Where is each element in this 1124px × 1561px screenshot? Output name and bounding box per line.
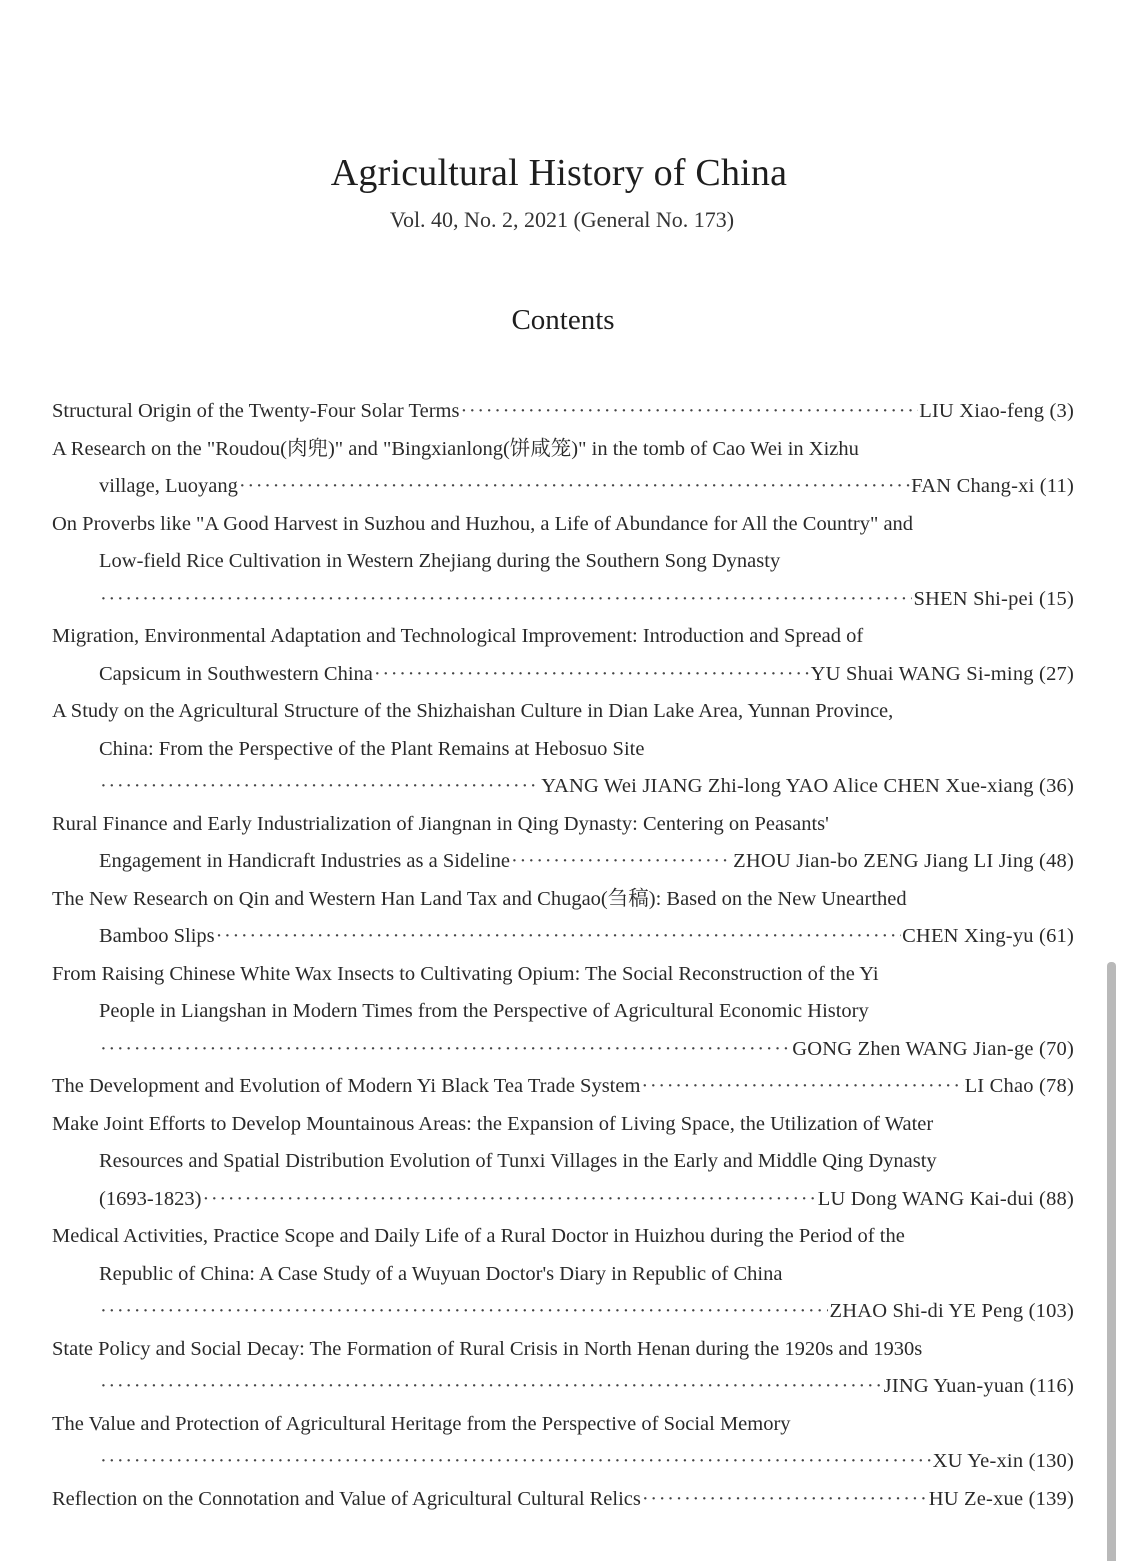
- dot-leader: [100, 1443, 932, 1481]
- toc-line: [52, 1218, 1074, 1256]
- toc-line: [52, 1068, 1074, 1106]
- toc-line: [52, 843, 1074, 881]
- issue-info: Vol. 40, No. 2, 2021 (General No. 173): [389, 207, 735, 232]
- toc-entry-title: The New Research on Qin and Western Han Land Tax and Chugao(刍稿): Based on the New Unearthed: [52, 887, 907, 910]
- toc-line: [52, 543, 1074, 581]
- toc-entry-author-page: FAN Chang-xi (11): [911, 475, 1074, 497]
- toc-line: [52, 1106, 1074, 1144]
- toc-entry-title: Capsicum in Southwestern China: [99, 662, 373, 685]
- scrollbar[interactable]: [1107, 962, 1116, 1561]
- table-of-contents: [52, 393, 1074, 1518]
- toc-line: [52, 431, 1074, 469]
- dot-leader: [460, 393, 918, 431]
- toc-line: [52, 881, 1074, 919]
- toc-entry-title: village, Luoyang: [99, 475, 238, 497]
- dot-leader: [511, 843, 732, 881]
- toc-entry-title: Structural Origin of the Twenty-Four Solar Terms: [52, 400, 460, 422]
- toc-line: [52, 1481, 1074, 1519]
- dot-leader: [100, 1368, 883, 1406]
- toc-line: [52, 393, 1074, 431]
- toc-entry-title: On Proverbs like "A Good Harvest in Suzhou and Huzhou, a Life of Abundance for All the Country" and: [52, 512, 914, 535]
- toc-line: [52, 1406, 1074, 1444]
- toc-entry-author-page: YU Shuai WANG Si-ming (27): [810, 662, 1074, 685]
- toc-entry-title: Republic of China: A Case Study of a Wuyuan Doctor's Diary in Republic of China: [99, 1262, 783, 1285]
- dot-leader: [239, 468, 910, 506]
- toc-entry-author-page: HU Ze-xue (139): [928, 1487, 1074, 1510]
- toc-line: [52, 1181, 1074, 1219]
- toc-line: [52, 1331, 1074, 1369]
- toc-entry-title: Rural Finance and Early Industrialization of Jiangnan in Qing Dynasty: Centering on Peasants': [52, 812, 829, 835]
- toc-entry-title: Resources and Spatial Distribution Evolution of Tunxi Villages in the Early and Middle Qing Dynasty: [99, 1150, 937, 1172]
- toc-entry-author-page: LI Chao (78): [964, 1075, 1074, 1097]
- toc-line: [52, 956, 1074, 994]
- dot-leader: [100, 1293, 828, 1331]
- journal-title: Agricultural History of China: [330, 152, 788, 194]
- toc-line: [52, 1443, 1074, 1481]
- toc-entry-author-page: ZHOU Jian-bo ZENG Jiang LI Jing (48): [733, 850, 1074, 872]
- dot-leader: [216, 918, 901, 956]
- toc-entry-author-page: CHEN Xing-yu (61): [902, 925, 1074, 947]
- toc-entry-author-page: ZHAO Shi-di YE Peng (103): [829, 1300, 1074, 1322]
- toc-entry-author-page: LU Dong WANG Kai-dui (88): [817, 1187, 1074, 1210]
- toc-line: [52, 506, 1074, 544]
- contents-heading: Contents: [511, 304, 615, 336]
- toc-line: [52, 1256, 1074, 1294]
- toc-entry-title: Medical Activities, Practice Scope and Daily Life of a Rural Doctor in Huizhou during the Period of the: [52, 1225, 905, 1247]
- toc-entry-title: Low-field Rice Cultivation in Western Zhejiang during the Southern Song Dynasty: [99, 550, 781, 572]
- dot-leader: [100, 768, 540, 806]
- toc-line: [52, 806, 1074, 844]
- toc-entry-title: Make Joint Efforts to Develop Mountainous Areas: the Expansion of Living Space, the Utilization of Water: [52, 1112, 934, 1135]
- toc-entry-author-page: GONG Zhen WANG Jian-ge (70): [792, 1037, 1074, 1060]
- toc-line: [52, 618, 1074, 656]
- dot-leader: [642, 1481, 928, 1519]
- toc-entry-author-page: SHEN Shi-pei (15): [913, 587, 1074, 610]
- toc-line: [52, 731, 1074, 769]
- toc-entry-title: Reflection on the Connotation and Value of Agricultural Cultural Relics: [52, 1487, 641, 1510]
- dot-leader: [100, 1031, 791, 1069]
- toc-entry-author-page: JING Yuan-yuan (116): [883, 1375, 1074, 1397]
- toc-entry-title: State Policy and Social Decay: The Formation of Rural Crisis in North Henan during the 1920s and 1930s: [52, 1337, 923, 1360]
- toc-line: [52, 918, 1074, 956]
- toc-entry-title: Bamboo Slips: [99, 925, 215, 947]
- toc-entry-title: The Value and Protection of Agricultural Heritage from the Perspective of Social Memory: [52, 1412, 791, 1435]
- toc-entry-title: People in Liangshan in Modern Times from the Perspective of Agricultural Economic History: [99, 1000, 869, 1022]
- toc-entry-title: Engagement in Handicraft Industries as a Sideline: [99, 850, 511, 872]
- toc-line: [52, 1031, 1074, 1069]
- dot-leader: [202, 1181, 816, 1219]
- dot-leader: [100, 581, 912, 619]
- toc-line: [52, 768, 1074, 806]
- dot-leader: [374, 656, 810, 694]
- toc-entry-title: (1693-1823): [99, 1187, 202, 1210]
- toc-line: [52, 656, 1074, 694]
- toc-line: [52, 1143, 1074, 1181]
- toc-line: [52, 1293, 1074, 1331]
- toc-entry-title: A Research on the "Roudou(肉兜)" and "Bingxianlong(饼咸笼)" in the tomb of Cao Wei in Xizhu: [52, 437, 859, 460]
- toc-line: [52, 468, 1074, 506]
- toc-line: [52, 993, 1074, 1031]
- toc-entry-title: Migration, Environmental Adaptation and Technological Improvement: Introduction and Spread of: [52, 625, 864, 647]
- toc-entry-author-page: LIU Xiao-feng (3): [919, 400, 1074, 422]
- toc-entry-author-page: XU Ye-xin (130): [932, 1450, 1074, 1472]
- toc-line: [52, 581, 1074, 619]
- toc-entry-title: A Study on the Agricultural Structure of the Shizhaishan Culture in Dian Lake Area, Yunnan Province,: [52, 700, 894, 722]
- toc-entry-author-page: YANG Wei JIANG Zhi-long YAO Alice CHEN Xue-xiang (36): [541, 775, 1074, 797]
- toc-line: [52, 693, 1074, 731]
- toc-entry-title: From Raising Chinese White Wax Insects to Cultivating Opium: The Social Reconstruction of the Yi: [52, 962, 879, 985]
- toc-line: [52, 1368, 1074, 1406]
- dot-leader: [641, 1068, 963, 1106]
- toc-entry-title: The Development and Evolution of Modern Yi Black Tea Trade System: [52, 1075, 641, 1097]
- toc-entry-title: China: From the Perspective of the Plant Remains at Hebosuo Site: [99, 737, 645, 760]
